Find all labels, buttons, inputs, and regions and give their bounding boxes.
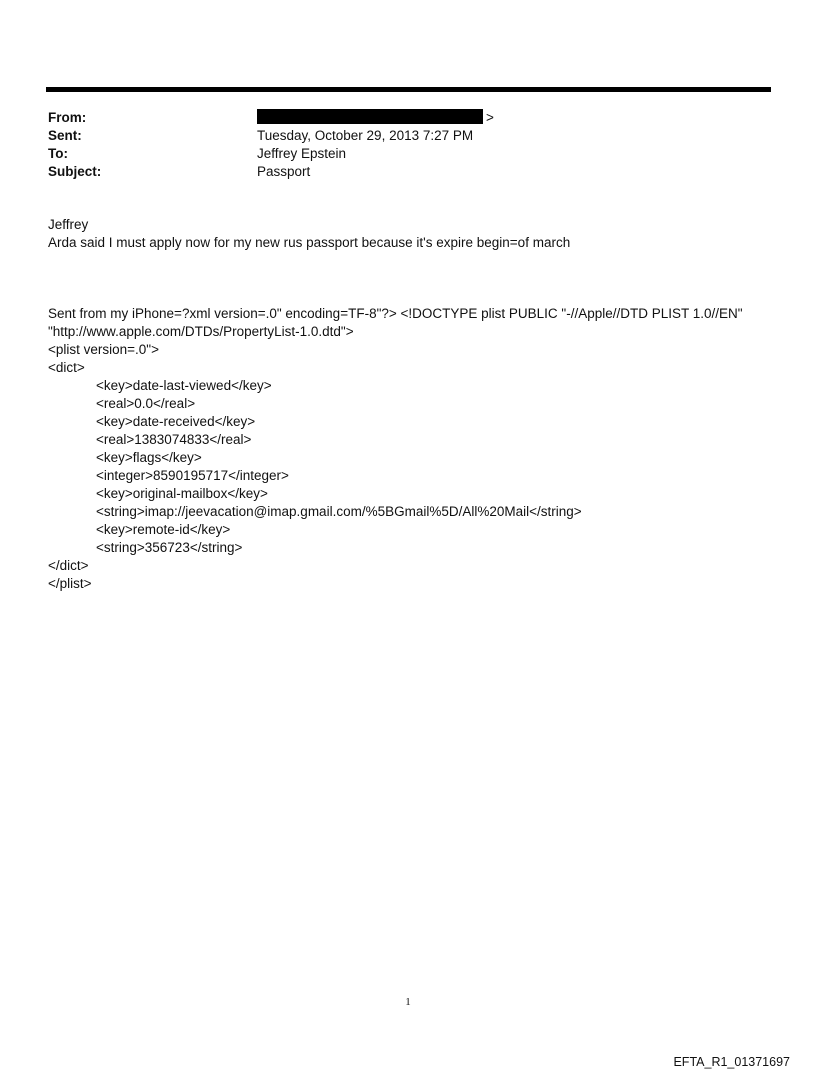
signature-line: <key>date-received</key> xyxy=(96,414,256,429)
signature-line: </dict> xyxy=(48,558,89,573)
signature-line: <key>remote-id</key> xyxy=(96,522,231,537)
subject-value: Passport xyxy=(257,164,311,179)
sent-value: Tuesday, October 29, 2013 7:27 PM xyxy=(257,128,474,143)
signature-line: <integer>8590195717</integer> xyxy=(96,468,289,483)
signature-line: <string>356723</string> xyxy=(96,540,243,555)
signature-line: <dict> xyxy=(48,360,85,375)
from-suffix: > xyxy=(486,110,494,125)
to-label: To: xyxy=(48,146,68,161)
subject-label: Subject: xyxy=(48,164,102,179)
to-value: Jeffrey Epstein xyxy=(257,146,347,161)
signature-line: <string>imap://jeevacation@imap.gmail.com/%5BGmail%5D/All%20Mail</string> xyxy=(96,504,582,519)
signature-line: <real>0.0</real> xyxy=(96,396,196,411)
document-id: EFTA_R1_01371697 xyxy=(673,1055,790,1069)
signature-line: Sent from my iPhone=?xml version=.0" encoding=TF-8"?> <!DOCTYPE plist PUBLIC "-//Apple//DTD PLIST 1.0//EN" xyxy=(48,306,743,321)
signature-line: <plist version=.0"> xyxy=(48,342,159,357)
signature-line: <real>1383074833</real> xyxy=(96,432,252,447)
greeting: Jeffrey xyxy=(48,217,89,232)
signature-line: <key>flags</key> xyxy=(96,450,202,465)
signature-line: "http://www.apple.com/DTDs/PropertyList-1.0.dtd"> xyxy=(48,324,354,339)
from-label: From: xyxy=(48,110,87,125)
signature-block xyxy=(48,305,788,593)
header-divider xyxy=(46,87,771,92)
from-value xyxy=(257,109,494,127)
redaction-block xyxy=(257,109,483,124)
signature-line: <key>original-mailbox</key> xyxy=(96,486,268,501)
subject-row xyxy=(48,163,768,181)
email-header xyxy=(48,109,768,181)
sent-row xyxy=(48,127,768,145)
signature-line: </plist> xyxy=(48,576,92,591)
to-row xyxy=(48,145,768,163)
signature-line: <key>date-last-viewed</key> xyxy=(96,378,272,393)
from-row xyxy=(48,109,768,127)
sent-label: Sent: xyxy=(48,128,82,143)
message-body: Arda said I must apply now for my new rus passport because it's expire begin=of march xyxy=(48,235,571,250)
page-number: 1 xyxy=(405,996,411,1008)
